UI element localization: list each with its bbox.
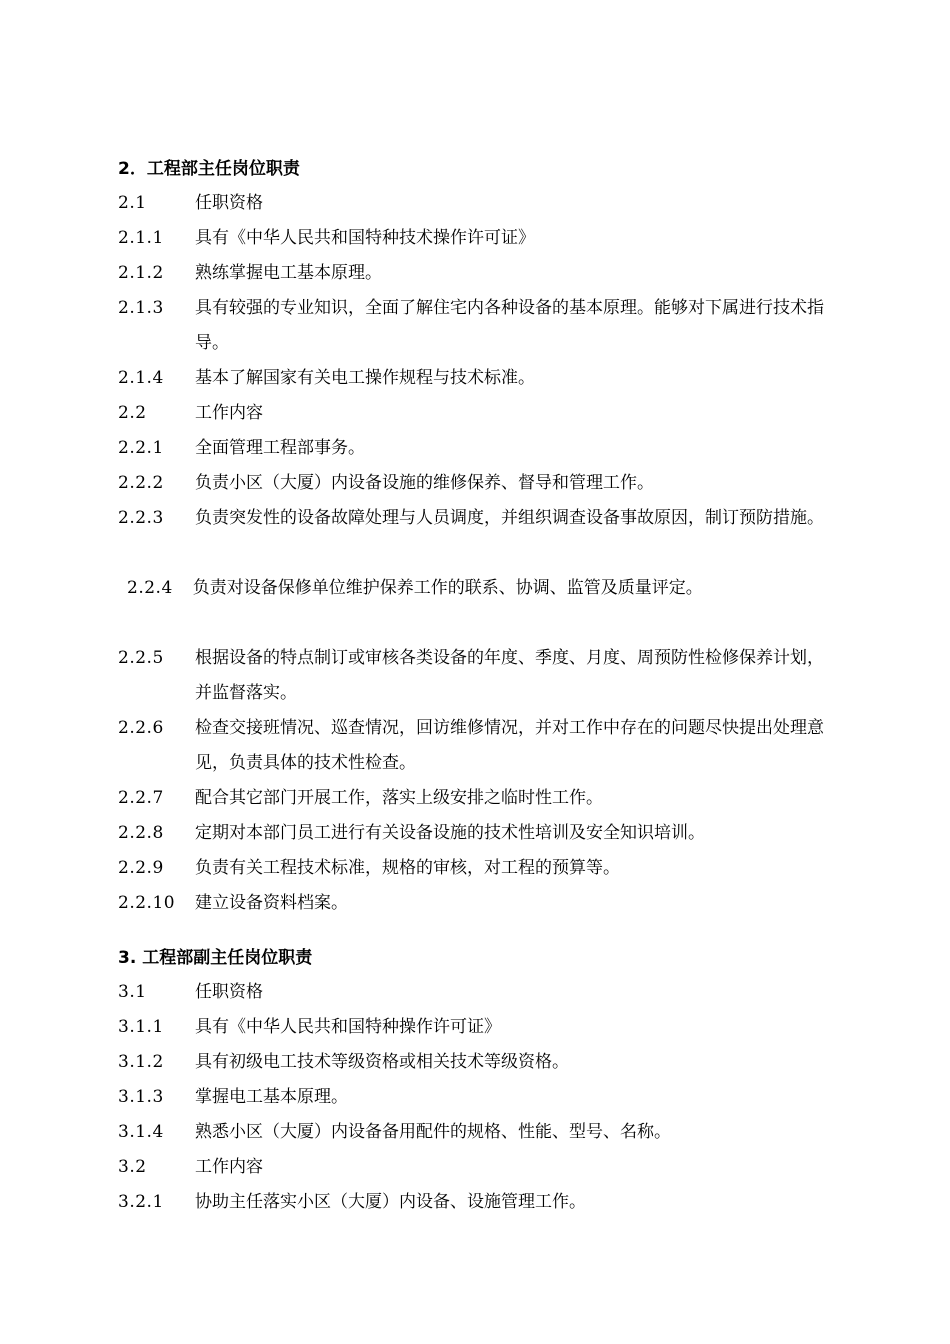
list-item <box>118 641 838 711</box>
list-item <box>118 431 838 466</box>
item-number: 2.2.3 <box>118 508 164 528</box>
item-text: 根据设备的特点制订或审核各类设备的年度、季度、月度、周预防性检修保养计划，并监督落实。 <box>195 648 824 703</box>
list-item <box>118 886 838 921</box>
item-text: 负责有关工程技术标准，规格的审核，对工程的预算等。 <box>195 858 620 878</box>
item-text: 负责小区（大厦）内设备设施的维修保养、督导和管理工作。 <box>195 473 654 493</box>
list-item <box>118 501 838 536</box>
item-text: 具有《中华人民共和国特种技术操作许可证》 <box>195 228 535 248</box>
item-number: 2.1 <box>118 193 147 213</box>
item-text: 任职资格 <box>195 982 263 1002</box>
item-number: 3.2 <box>118 1157 147 1177</box>
list-item <box>118 466 838 501</box>
list-item <box>118 1080 838 1115</box>
list-item <box>118 361 838 396</box>
item-number: 2.2.8 <box>118 823 164 843</box>
list-item <box>118 291 838 361</box>
item-text: 具有较强的专业知识，全面了解住宅内各种设备的基本原理。能够对下属进行技术指导。 <box>195 298 824 353</box>
item-number: 2.2.4 <box>127 578 173 598</box>
item-text: 检查交接班情况、巡查情况，回访维修情况，并对工作中存在的问题尽快提出处理意见，负责具体的技术性检查。 <box>195 718 824 773</box>
section-heading-2: 2．工程部主任岗位职责 <box>118 159 300 179</box>
item-number: 3.2.1 <box>118 1192 164 1212</box>
list-item <box>118 1150 838 1185</box>
list-item-indented <box>127 571 838 606</box>
item-number: 2.2.10 <box>118 893 176 913</box>
item-text: 协助主任落实小区（大厦）内设备、设施管理工作。 <box>195 1192 586 1212</box>
item-text: 熟练掌握电工基本原理。 <box>195 263 382 283</box>
item-text: 工作内容 <box>195 1157 263 1177</box>
item-text: 全面管理工程部事务。 <box>195 438 365 458</box>
item-number: 3.1.3 <box>118 1087 164 1107</box>
list-item <box>118 1185 838 1220</box>
item-text: 具有《中华人民共和国特种操作许可证》 <box>195 1017 501 1037</box>
list-item <box>118 851 838 886</box>
item-text: 掌握电工基本原理。 <box>195 1087 348 1107</box>
item-number: 2.2 <box>118 403 147 423</box>
item-number: 2.2.7 <box>118 788 164 808</box>
section-heading-3: 3. 工程部副主任岗位职责 <box>118 948 313 968</box>
list-item <box>118 781 838 816</box>
item-text: 负责对设备保修单位维护保养工作的联系、协调、监管及质量评定。 <box>192 578 703 598</box>
item-number: 2.2.9 <box>118 858 164 878</box>
list-item <box>118 396 838 431</box>
list-item <box>118 975 838 1010</box>
item-number: 3.1.1 <box>118 1017 164 1037</box>
item-number: 2.1.2 <box>118 263 164 283</box>
item-text: 熟悉小区（大厦）内设备备用配件的规格、性能、型号、名称。 <box>195 1122 671 1142</box>
item-number: 2.1.4 <box>118 368 164 388</box>
list-item <box>118 816 838 851</box>
item-number: 2.2.5 <box>118 648 164 668</box>
list-item <box>118 186 838 221</box>
item-number: 3.1.2 <box>118 1052 164 1072</box>
item-text: 定期对本部门员工进行有关设备设施的技术性培训及安全知识培训。 <box>195 823 705 843</box>
item-number: 3.1 <box>118 982 147 1002</box>
item-number: 2.2.6 <box>118 718 164 738</box>
item-number: 2.2.1 <box>118 438 164 458</box>
item-text: 具有初级电工技术等级资格或相关技术等级资格。 <box>195 1052 569 1072</box>
list-item <box>118 1115 838 1150</box>
list-item <box>118 221 838 256</box>
item-number: 2.1.3 <box>118 298 164 318</box>
item-text: 负责突发性的设备故障处理与人员调度，并组织调查设备事故原因，制订预防措施。 <box>195 508 824 528</box>
item-number: 3.1.4 <box>118 1122 164 1142</box>
list-item <box>118 1045 838 1080</box>
item-text: 建立设备资料档案。 <box>195 893 348 913</box>
list-item <box>118 711 838 781</box>
item-text: 基本了解国家有关电工操作规程与技术标准。 <box>195 368 535 388</box>
item-text: 配合其它部门开展工作，落实上级安排之临时性工作。 <box>195 788 603 808</box>
item-text: 任职资格 <box>195 193 263 213</box>
item-text: 工作内容 <box>195 403 263 423</box>
list-item <box>118 1010 838 1045</box>
item-number: 2.1.1 <box>118 228 164 248</box>
list-item <box>118 256 838 291</box>
item-number: 2.2.2 <box>118 473 164 493</box>
